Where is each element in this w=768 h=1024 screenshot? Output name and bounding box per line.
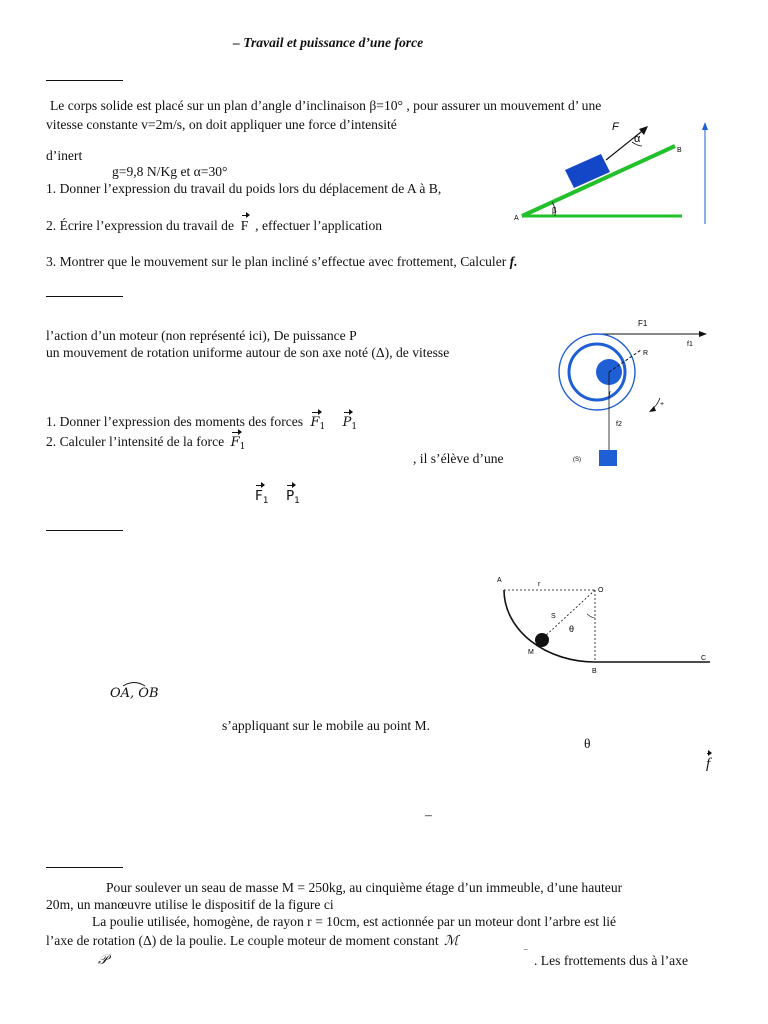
vector-f1: F: [255, 488, 263, 504]
subscript: 1: [351, 422, 358, 432]
radius-r-label: R: [643, 350, 649, 357]
ex4-line-1: Pour soulever un seau de masse M = 250kg, au cinquième étage d’un immeuble, d’une hauteur: [106, 880, 623, 895]
theta-arc: [587, 614, 595, 618]
vector-f: F: [240, 218, 249, 233]
vector-f1: F: [310, 415, 320, 430]
ex4-line-2: 20m, un manœuvre utilise le dispositif de la figure ci: [46, 897, 334, 912]
vertical-axis-arrow: [702, 122, 708, 130]
ex1-question-2-tail: , effectuer l’application: [255, 218, 383, 233]
circular-track-figure: [492, 570, 717, 680]
subscript: 1: [319, 422, 326, 432]
ex2-question-1-text: 1. Donner l’expression des moments des forces: [46, 414, 304, 429]
radius-label: r: [538, 581, 541, 588]
ex1-question-3-text: 3. Montrer que le mouvement sur le plan incliné s’effectue avec frottement, Calculer: [46, 254, 507, 269]
force-label: F: [612, 121, 619, 133]
ex1-data-line: g=9,8 N/Kg et α=30°: [112, 164, 228, 179]
power-symbol: 𝒫: [98, 952, 108, 967]
vector-f1: F: [230, 435, 240, 450]
mobile-point: [535, 633, 549, 647]
load-label: (S): [573, 457, 581, 463]
radius-small-r-label: r: [609, 391, 611, 397]
point-a-label: A: [514, 215, 519, 222]
ex3-friction-f: [706, 756, 710, 772]
ex1-question-2: [46, 218, 382, 234]
ex1-line-3: d’inert: [46, 148, 83, 163]
point-a-label: A: [497, 577, 502, 584]
ex2-question-1: [46, 414, 357, 435]
point-c-label: C: [701, 655, 707, 662]
ex2-vectors-line: [255, 488, 300, 509]
vector-f-small: f: [706, 756, 711, 772]
ex2-question-2: [46, 434, 245, 455]
inclined-plane-figure: [510, 112, 720, 227]
ex2-line-3: , il s’élève d’une: [413, 451, 504, 466]
pulley-figure: [565, 310, 715, 470]
ex1-question-2-text: 2. Écrire l’expression du travail de: [46, 218, 234, 233]
alpha-label: α: [634, 133, 641, 145]
theta-label: θ: [569, 624, 575, 634]
subscript: 1: [239, 442, 246, 452]
ex1-line-2: vitesse constante v=2m/s, on doit appliquer une force d’intensité: [46, 117, 397, 132]
subscript: 1: [262, 496, 269, 506]
ex4-line-3: La poulie utilisée, homogène, de rayon r = 10cm, est actionnée par un moteur dont l’arbre est lié: [92, 914, 617, 929]
ex1-question-3: [46, 254, 518, 270]
ex2-question-2-text: 2. Calculer l’intensité de la force: [46, 434, 225, 449]
ex3-dash: –: [425, 807, 432, 822]
angle-expression: OA, OB: [110, 686, 159, 701]
beta-label: β: [552, 206, 557, 215]
center-o-label: O: [598, 587, 604, 594]
angle-hat: [122, 681, 146, 687]
ex1-question-3-f: f.: [509, 254, 518, 269]
section-rule-3: [46, 530, 123, 531]
section-rule-2: [46, 296, 123, 297]
load-block: [599, 450, 617, 466]
subscript: 1: [294, 496, 300, 506]
ex3-line-1: s’appliquant sur le mobile au point M.: [222, 718, 431, 733]
vector-p1: P: [342, 415, 352, 430]
rotation-sign: +: [660, 401, 665, 408]
moment-symbol: ℳ: [444, 933, 459, 948]
rope-f1-arrowhead: [699, 331, 707, 337]
point-b-label: B: [592, 668, 597, 675]
f2-label: f2: [616, 421, 622, 428]
ex4-line-4: [46, 933, 459, 949]
point-m-label: M: [528, 649, 534, 656]
ex2-line-2: un mouvement de rotation uniforme autour de son axe noté (Δ), de vitesse: [46, 345, 450, 360]
ex4-line-4-text: l’axe de rotation (Δ) de la poulie. Le couple moteur de moment constant: [46, 933, 439, 948]
f1-vector-label: F1: [638, 319, 648, 328]
angle-oa-ob: [110, 686, 159, 702]
vector-p1: P: [285, 488, 295, 504]
point-b-label: B: [677, 147, 682, 154]
document-title: – Travail et puissance d’une force: [233, 35, 424, 50]
f1-label: f1: [687, 341, 693, 348]
ex2-line-1: l’action d’un moteur (non représenté ici), De puissance P: [46, 328, 357, 343]
track-arc: [504, 590, 595, 662]
solid-block: [565, 154, 610, 188]
ex4-line-5: . Les frottements dus à l’axe: [534, 953, 689, 968]
ex1-line-1: Le corps solide est placé sur un plan d’angle d’inclinaison β=10° , pour assurer un mouvement d’ une: [50, 98, 602, 113]
arc-s-label: S: [551, 613, 556, 620]
ex3-theta: θ: [584, 736, 591, 751]
section-rule-4: [46, 867, 123, 868]
ex1-question-1: 1. Donner l’expression du travail du poids lors du déplacement de A à B,: [46, 181, 442, 196]
section-rule-1: [46, 80, 123, 81]
ex4-dash: ‾: [524, 950, 528, 961]
